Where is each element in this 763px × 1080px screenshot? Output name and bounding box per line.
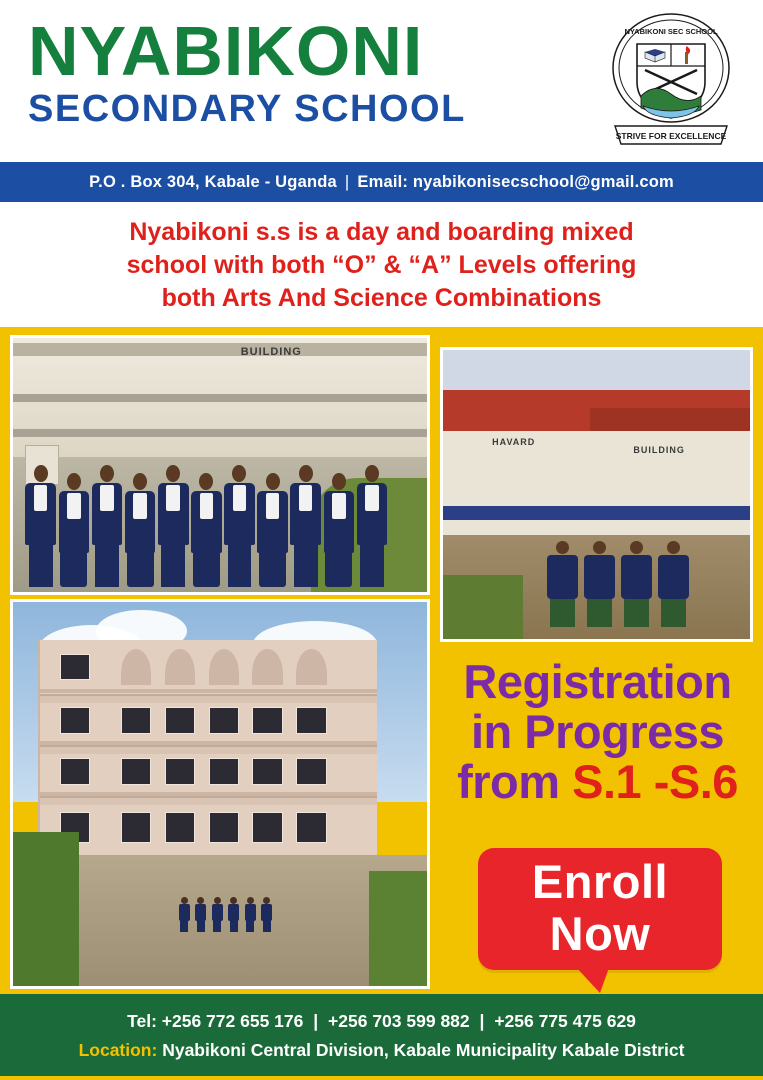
school-crest-logo [601, 8, 741, 156]
page-title: NYABIKONI [28, 12, 424, 90]
photo2-label-left: HAVARD [492, 436, 536, 447]
contact-address: P.O . Box 304, Kabale - Uganda [89, 172, 337, 191]
promo-line-3 [440, 757, 755, 807]
speech-bubble-tail-icon [574, 965, 610, 993]
contact-email: Email: nyabikonisecschool@gmail.com [357, 172, 674, 191]
promo-line-2: in Progress [470, 705, 725, 758]
photo-students-group [10, 335, 430, 595]
photo1-building-label: BUILDING [240, 345, 302, 358]
tagline-block [0, 202, 763, 327]
footer-telephones [0, 1006, 763, 1036]
footer-location-value: Nyabikoni Central Division, Kabale Municipality Kabale District [162, 1040, 685, 1060]
tagline-line-3: both Arts And Science Combinations [161, 284, 602, 312]
promo-line-1: Registration [463, 655, 732, 708]
photo-havard-building [440, 347, 753, 642]
photo2-label-right: BUILDING [633, 445, 685, 456]
contact-separator: | [344, 172, 350, 191]
poster-footer [0, 994, 763, 1080]
photo-main-building [10, 599, 430, 989]
tagline-line-1: Nyabikoni s.s is a day and boarding mixed [129, 218, 634, 246]
footer-tel-3[interactable]: +256 775 475 629 [494, 1011, 636, 1031]
page-subtitle: SECONDARY SCHOOL [28, 88, 466, 130]
enroll-label-line-2: Now [549, 907, 651, 960]
tagline-line-2: school with both “O” & “A” Levels offering [126, 251, 637, 279]
footer-tel-label: Tel: [127, 1011, 157, 1031]
footer-tel-2[interactable]: +256 703 599 882 [328, 1011, 470, 1031]
enroll-now-button[interactable] [478, 848, 722, 970]
footer-sep-1: | [313, 1011, 319, 1031]
footer-accent-strip [0, 1076, 763, 1080]
crest-motto-text: STRIVE FOR EXCELLENCE [615, 131, 727, 141]
footer-sep-2: | [479, 1011, 485, 1031]
contact-bar [0, 162, 763, 202]
registration-promo [440, 657, 755, 807]
footer-tel-1[interactable]: +256 772 655 176 [161, 1011, 304, 1031]
poster-header [0, 0, 763, 162]
promo-line-3-prefix: from [457, 755, 573, 808]
enroll-label-line-1: Enroll [531, 855, 669, 908]
footer-location-label: Location: [78, 1040, 158, 1060]
poster-body [0, 327, 763, 998]
promo-line-3-highlight: S.1 -S.6 [572, 755, 738, 808]
crest-top-text: NYABIKONI SEC SCHOOL [624, 27, 718, 36]
footer-location [0, 1036, 763, 1064]
